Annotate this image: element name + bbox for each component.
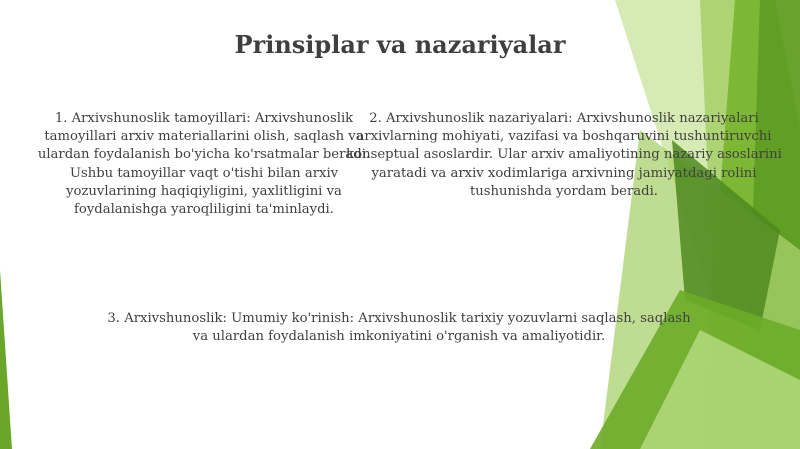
slide-title: Prinsiplar va nazariyalar <box>234 30 566 59</box>
overview-paragraph: 3. Arxivshunoslik: Umumiy ko'rinish: Arxivshunoslik tarixiy yozuvlarni saqlash, saqlash va ulardan foydalanish imkoniyatini o'rganish va amaliyotidir. <box>107 311 691 345</box>
left-edge-facet <box>0 270 12 449</box>
theories-paragraph: 2. Arxivshunoslik nazariyalari: Arxivshunoslik nazariyalari arxivlarning mohiyati, vazifasi va boshqaruvini tushuntiruvchi konseptual asoslardir. Ular arxiv amaliyotining nazariy asoslarini yaratadi va arxiv xodimlariga arxivning jamiyatdagi rolini tushunishda yordam beradi. <box>346 111 782 199</box>
principles-paragraph: 1. Arxivshunoslik tamoyillari: Arxivshunoslik tamoyillari arxiv materiallarini olish, saqlash va ulardan foydalanish bo'yicha ko'rsatmalar beradi. Ushbu tamoyillar vaqt o'tishi bilan arxiv yozuvlarining haqiqiyligini, yaxlitligini va foydalanishga yaroqliligini ta'minlaydi. <box>37 111 371 218</box>
